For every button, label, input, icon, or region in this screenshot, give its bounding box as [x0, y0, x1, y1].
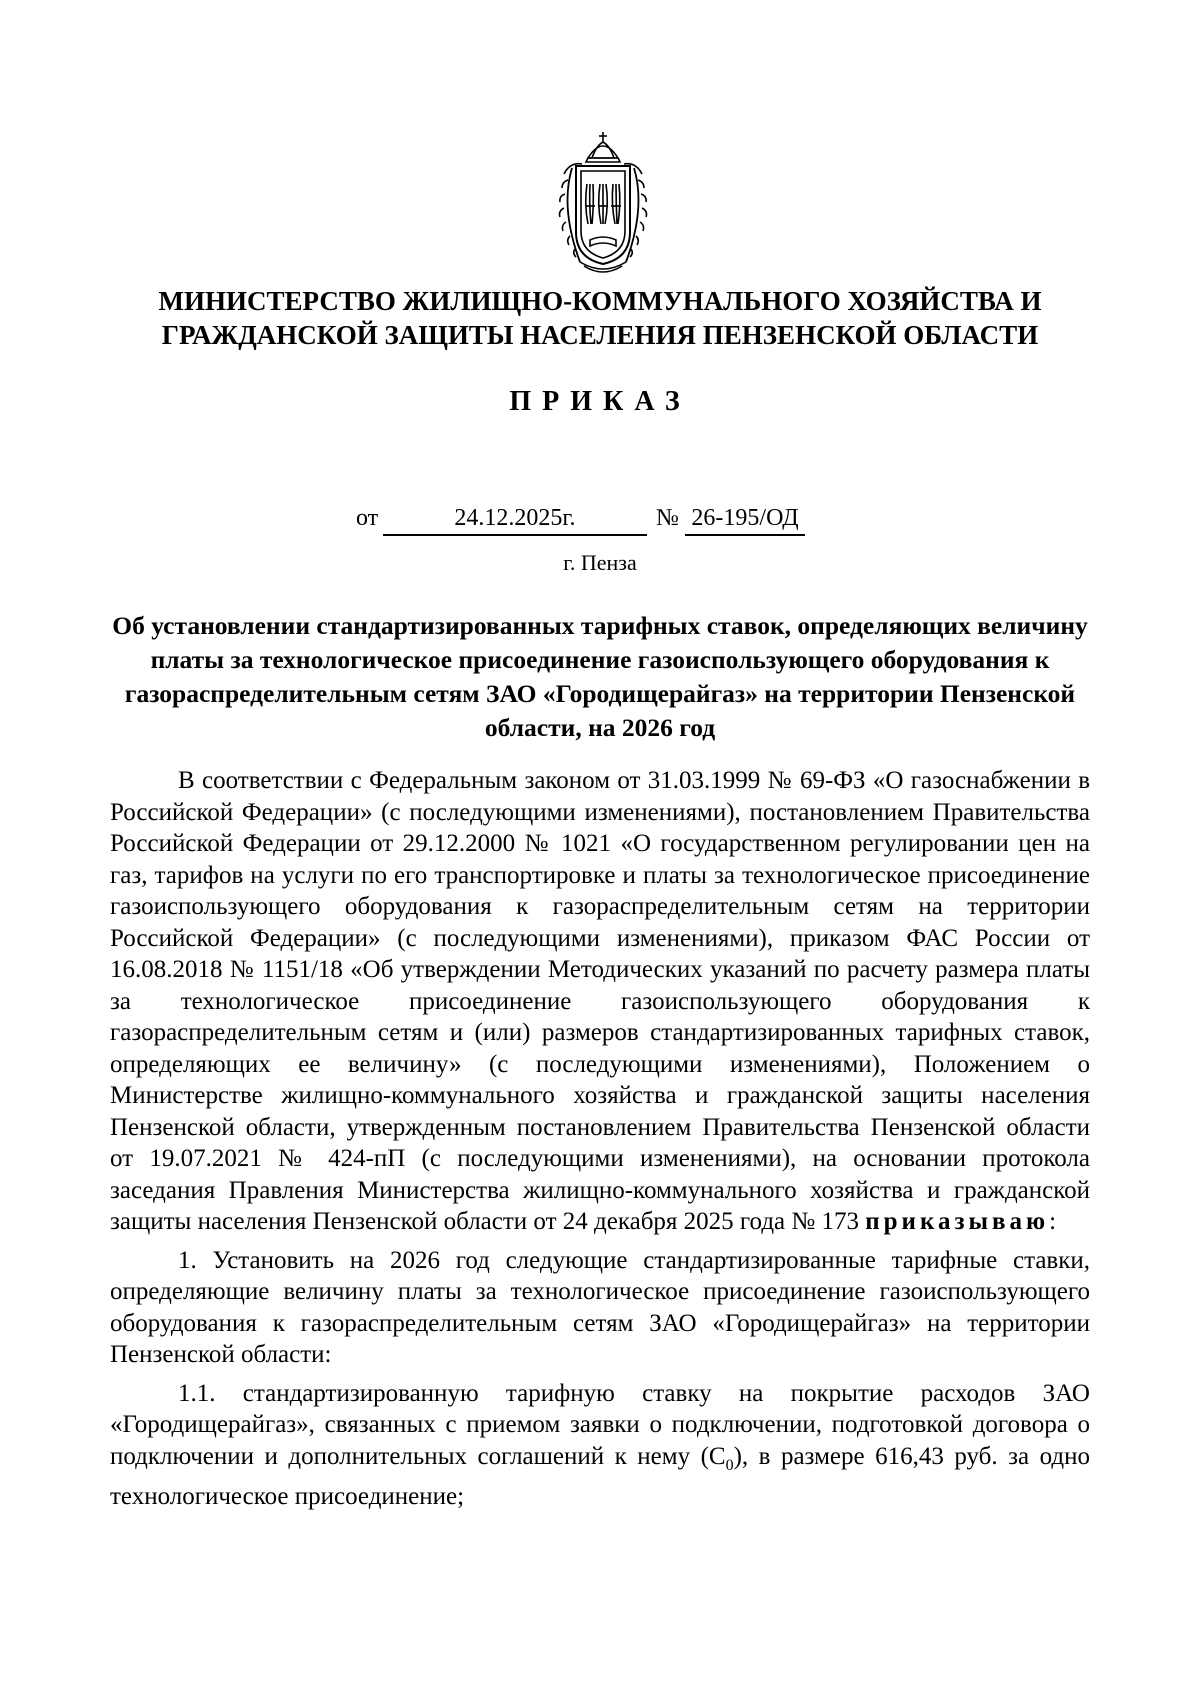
- item-1-1-text-end: ), в размере 616,43 руб. за одно технологическое присоединение;: [110, 1442, 1090, 1510]
- issue-city: г. Пенза: [563, 550, 637, 575]
- number-sign: №: [656, 505, 679, 531]
- preamble-paragraph: [110, 765, 1090, 1238]
- preamble-text: В соответствии с Федеральным законом от 31.03.1999 № 69-ФЗ «О газоснабжении в Российской Федерации» (с последующими изменениями), постановлением Правительства Российской Федерации от 29.12.2000 № 1021 «О государственном регулировании цен на газ, тарифов на услуги по его транспортировке и платы за технологическое присоединение газоиспользующего оборудования к газораспределительным сетям на территории Российской Федерации» (с последующими изменениями), приказом ФАС России от 16.08.2018 № 1151/18 «Об утверждении Методических указаний по расчету размера платы за технологическое присоединение газоиспользующего оборудования к газораспределительным сетям и (или) размеров стандартизированных тарифных ставок, определяющих ее величину» (с последующими изменениями), Положением о Министерстве жилищно-коммунального хозяйства и гражданской защиты населения Пензенской области, утвержденным постановлением Правительства Пензенской области от 19.07.2021 № 424-пП (с последующими изменениями), на основании протокола заседания Правления Министерства жилищно-коммунального хозяйства и гражданской защиты населения Пензенской области от 24 декабря 2025 года № 173: [110, 767, 1090, 1235]
- ministry-name: [0, 284, 1200, 352]
- order-word: приказываю: [865, 1208, 1050, 1235]
- document-subject: Об установлении стандартизированных тарифных ставок, определяющих величину платы за технологическое присоединение газоиспользующего оборудования к газораспределительным сетям ЗАО «Городищерайгаз» на территории Пензенской области, на 2026 год: [112, 611, 1088, 742]
- ministry-name-line2: ГРАЖДАНСКОЙ ЗАЩИТЫ НАСЕЛЕНИЯ ПЕНЗЕНСКОЙ ОБЛАСТИ: [161, 320, 1039, 350]
- document-number: 26-195/ОД: [685, 505, 805, 536]
- document-body: [110, 765, 1090, 1513]
- date-prefix: от: [356, 505, 379, 531]
- document-date: 24.12.2025г.: [383, 505, 647, 536]
- item-1-1-subscript: 0: [725, 1456, 734, 1474]
- item-1-1-text: 1.1. стандартизированную тарифную ставку на покрытие расходов ЗАО «Городищерайгаз», связанных с приемом заявки о подключении, подготовкой договора о подключении и дополнительных соглашений к нему (С: [110, 1379, 1090, 1470]
- order-colon: :: [1049, 1208, 1057, 1235]
- item-1-paragraph: 1. Установить на 2026 год следующие стандартизированные тарифные ставки, определяющие величину платы за технологическое присоединение газоиспользующего оборудования к газораспределительным сетям ЗАО «Городищерайгаз» на территории Пензенской области:: [110, 1246, 1090, 1368]
- document-type-heading: ПРИКАЗ: [509, 386, 691, 417]
- coat-of-arms-emblem: [554, 128, 652, 278]
- ministry-name-line1: МИНИСТЕРСТВО ЖИЛИЩНО-КОММУНАЛЬНОГО ХОЗЯЙСТВА И: [158, 286, 1042, 316]
- item-1-1-paragraph: [110, 1378, 1090, 1513]
